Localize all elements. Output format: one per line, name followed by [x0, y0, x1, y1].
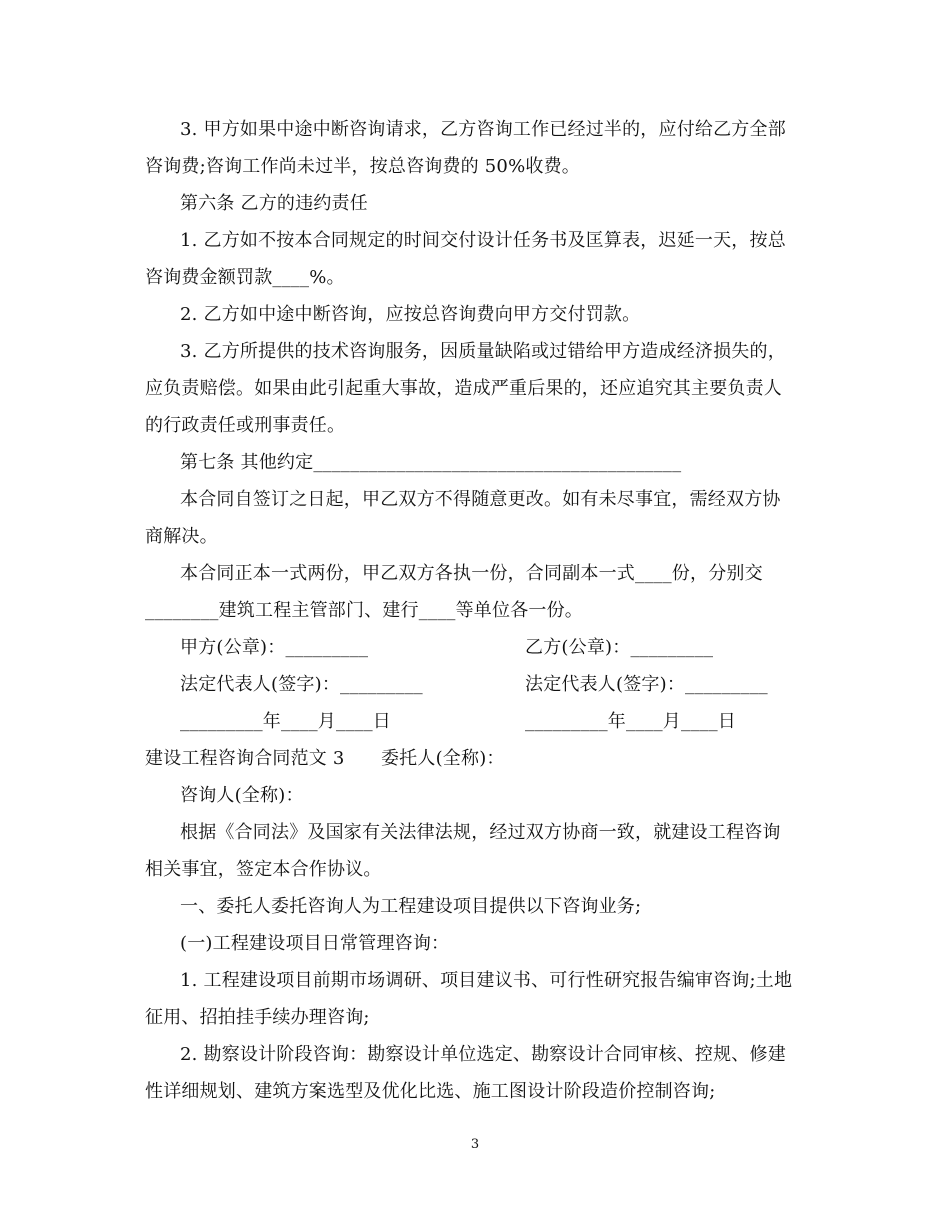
party-b-date: _________年____月____日: [525, 711, 736, 732]
paragraph-line: (一)工程建设项目日常管理咨询：: [180, 933, 450, 954]
paragraph-line: ________建筑工程主管部门、建行____等单位各一份。: [145, 600, 583, 621]
party-a-seal: 甲方(公章)：_________: [180, 637, 369, 658]
paragraph-line: 本合同自签订之日起，甲乙双方不得随意更改。如有未尽事宜，需经双方协: [180, 489, 781, 510]
paragraph-line: 应负责赔偿。如果由此引起重大事故，造成严重后果的，还应追究其主要负责人: [145, 378, 782, 399]
section-heading: 第六条 乙方的违约责任: [180, 193, 368, 214]
page-number: 3: [470, 1137, 480, 1152]
paragraph-line: 根据《合同法》及国家有关法律法规，经过双方协商一致，就建设工程咨询: [180, 822, 781, 843]
party-a-representative: 法定代表人(签字)：_________: [180, 674, 423, 695]
paragraph-line: 3. 甲方如果中途中断咨询请求，乙方咨询工作已经过半的，应付给乙方全部: [180, 119, 786, 140]
paragraph-line: 1. 乙方如不按本合同规定的时间交付设计任务书及匡算表，迟延一天，按总: [180, 230, 786, 251]
paragraph-line: 咨询费金额罚款____%。: [145, 267, 345, 288]
paragraph-line: 征用、招拍挂手续办理咨询;: [145, 1007, 370, 1028]
paragraph-line: 咨询人(全称)：: [180, 785, 304, 806]
paragraph-line: 1. 工程建设项目前期市场调研、项目建议书、可行性研究报告编审咨询;土地: [180, 970, 793, 991]
paragraph-line: 性详细规划、建筑方案选型及优化比选、施工图设计阶段造价控制咨询;: [145, 1081, 716, 1102]
party-a-date: _________年____月____日: [180, 711, 391, 732]
document-title-line: 建设工程咨询合同范文 3 委托人(全称)：: [145, 748, 505, 769]
paragraph-line: 咨询费;咨询工作尚未过半，按总咨询费的 50%收费。: [145, 156, 580, 177]
paragraph-line: 一、委托人委托咨询人为工程建设项目提供以下咨询业务;: [180, 896, 642, 917]
paragraph-line: 2. 勘察设计阶段咨询：勘察设计单位选定、勘察设计合同审核、控规、修建: [180, 1044, 786, 1065]
paragraph-line: 相关事宜，签定本合作协议。: [145, 859, 382, 880]
paragraph-line: 的行政责任或刑事责任。: [145, 415, 346, 436]
paragraph-line: 2. 乙方如中途中断咨询，应按总咨询费向甲方交付罚款。: [180, 304, 641, 325]
party-b-seal: 乙方(公章)：_________: [525, 637, 714, 658]
paragraph-line: 商解决。: [145, 526, 218, 547]
party-b-representative: 法定代表人(签字)：_________: [525, 674, 768, 695]
paragraph-line: 本合同正本一式两份，甲乙双方各执一份，合同副本一式____份，分别交: [180, 563, 763, 584]
paragraph-line: 3. 乙方所提供的技术咨询服务，因质量缺陷或过错给甲方造成经济损失的，: [180, 341, 786, 362]
section-heading: 第七条 其他约定________________________________________: [180, 452, 682, 473]
